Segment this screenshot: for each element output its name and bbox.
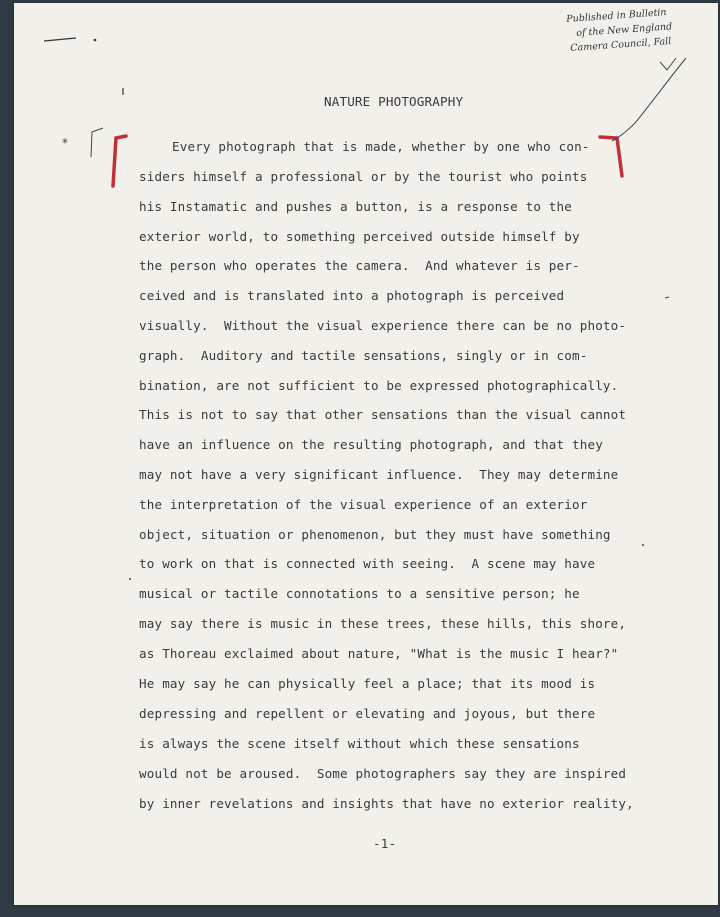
text-line: by inner revelations and insights that have no exterior reality, [139,796,634,811]
text-line: Every photograph that is made, whether by one who con- [172,139,590,154]
page-title: NATURE PHOTOGRAPHY [324,94,464,109]
text-line: ceived and is translated into a photograph is perceived [139,288,565,303]
text-line: may say there is music in these trees, these hills, this shore, [139,616,627,631]
text-line: exterior world, to something perceived outside himself by [139,229,580,244]
text-line: This is not to say that other sensations than the visual cannot [139,407,627,422]
page-number: -1- [373,836,397,851]
text-line: visually. Without the visual experience there can be no photo- [139,318,627,333]
text-line: have an influence on the resulting photograph, and that they [139,437,603,452]
text-line: may not have a very significant influence. They may determine [139,467,619,482]
text-line: would not be aroused. Some photographers say they are inspired [139,766,627,781]
text-line: to work on that is connected with seeing. A scene may have [139,556,596,571]
text-line: object, situation or phenomenon, but they must have something [139,527,611,542]
handwritten-note-line: Published in Bulletin [566,7,667,25]
handwritten-note-line: of the New England [576,21,673,39]
text-line: siders himself a professional or by the tourist who points [139,169,588,184]
text-line: depressing and repellent or elevating and joyous, but there [139,706,596,721]
text-line: musical or tactile connotations to a sensitive person; he [139,586,580,601]
text-line: as Thoreau exclaimed about nature, "What is the music I hear?" [139,646,619,661]
asterisk-mark: * [62,136,68,150]
text-line: He may say he can physically feel a place; that its mood is [139,676,596,691]
text-line: the interpretation of the visual experience of an exterior [139,497,588,512]
text-line: the person who operates the camera. And whatever is per- [139,258,580,273]
text-line: graph. Auditory and tactile sensations, singly or in com- [139,348,588,363]
text-line: is always the scene itself without which these sensations [139,736,580,751]
text-line: bination, are not sufficient to be expressed photographically. [139,378,619,393]
handwritten-note-line: Camera Council, Fall [570,35,672,54]
text-line: his Instamatic and pushes a button, is a response to the [139,199,572,214]
